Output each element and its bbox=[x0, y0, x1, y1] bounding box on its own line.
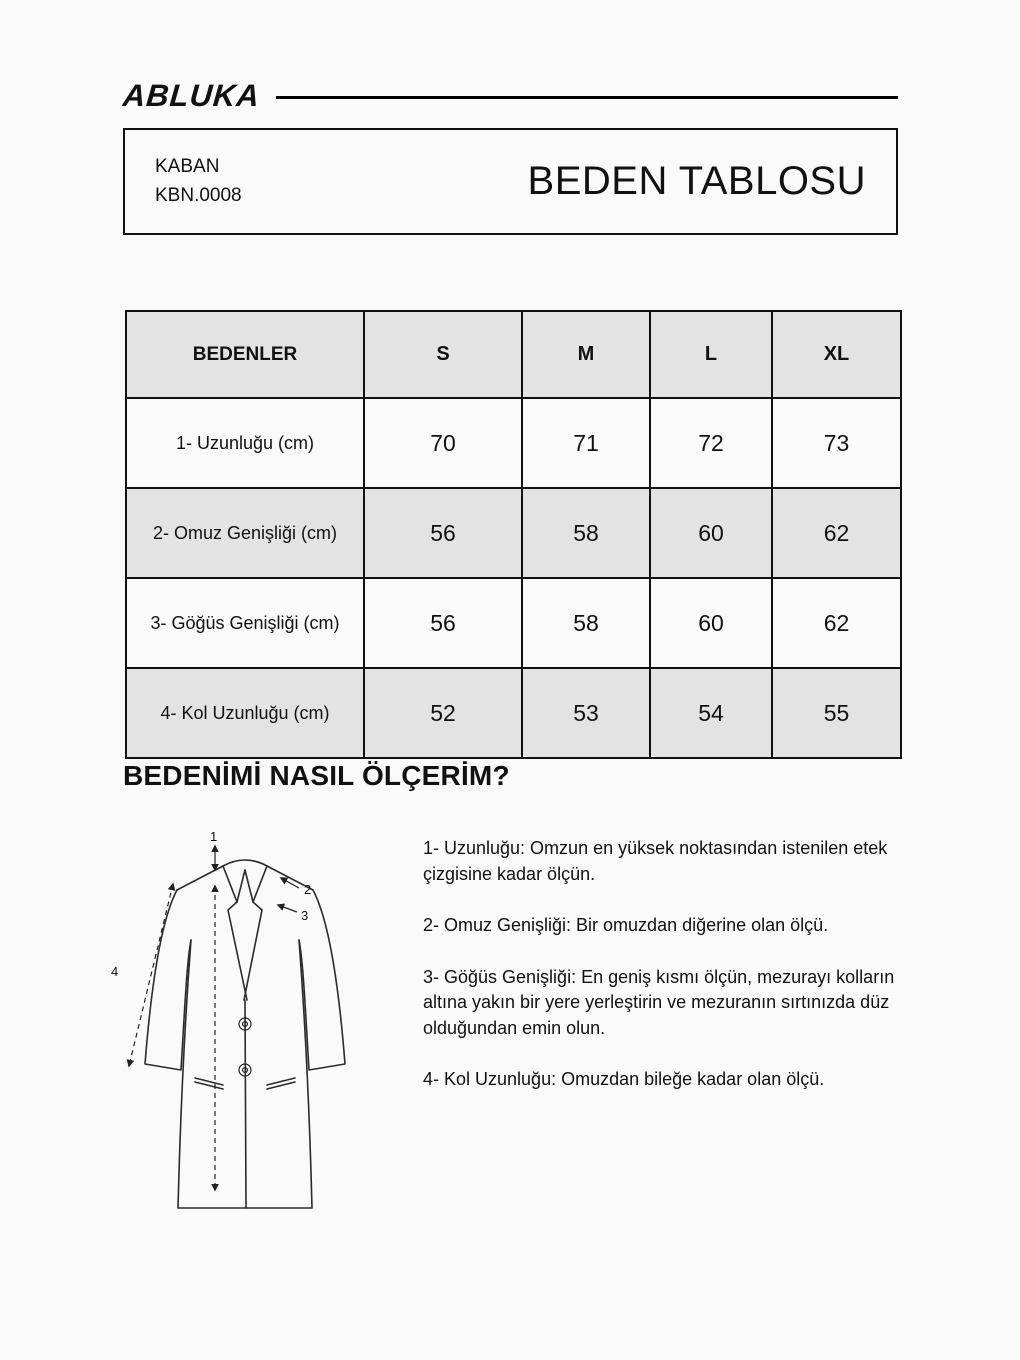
size-value: 54 bbox=[650, 668, 772, 758]
size-value: 62 bbox=[772, 578, 901, 668]
instruction-item: 3- Göğüs Genişliği: En geniş kısmı ölçün, mezurayı kolların altına yakın bir yere yerleştirin ve mezuranın sırtınızda düz olduğundan emin olun. bbox=[423, 966, 895, 1038]
size-value: 52 bbox=[364, 668, 522, 758]
product-code: KBN.0008 bbox=[155, 184, 242, 206]
column-header-bedenler: BEDENLER bbox=[126, 311, 364, 398]
column-header-l: L bbox=[650, 311, 772, 398]
row-label: 1- Uzunluğu (cm) bbox=[126, 398, 364, 488]
instruction-item: 1- Uzunluğu: Omzun en yüksek noktasından istenilen etek çizgisine kadar ölçün. bbox=[423, 838, 888, 884]
brand-logo: ABLUKA bbox=[121, 78, 262, 113]
product-info bbox=[155, 153, 242, 210]
size-value: 70 bbox=[364, 398, 522, 488]
column-header-m: M bbox=[522, 311, 650, 398]
size-value: 62 bbox=[772, 488, 901, 578]
table-row-length bbox=[126, 398, 901, 488]
size-table bbox=[125, 310, 902, 759]
chest-leader bbox=[278, 905, 297, 912]
size-value: 58 bbox=[522, 488, 650, 578]
size-value: 56 bbox=[364, 578, 522, 668]
column-header-xl: XL bbox=[772, 311, 901, 398]
section-heading: BEDENİMİ NASIL ÖLÇERİM? bbox=[123, 760, 510, 791]
table-row-shoulder bbox=[126, 488, 901, 578]
column-header-s: S bbox=[364, 311, 522, 398]
diagram-label-4: 4 bbox=[111, 964, 119, 979]
size-value: 71 bbox=[522, 398, 650, 488]
diagram-label-3: 3 bbox=[301, 908, 309, 923]
size-value: 72 bbox=[650, 398, 772, 488]
size-value: 60 bbox=[650, 578, 772, 668]
product-header-box bbox=[123, 128, 898, 235]
diagram-label-1: 1 bbox=[210, 829, 218, 844]
instruction-item: 4- Kol Uzunluğu: Omuzdan bileğe kadar olan ölçü. bbox=[423, 1069, 825, 1090]
table-row-sleeve bbox=[126, 668, 901, 758]
diagram-label-2: 2 bbox=[304, 882, 312, 897]
row-label: 3- Göğüs Genişliği (cm) bbox=[126, 578, 364, 668]
brand-header bbox=[123, 78, 898, 114]
product-name: KABAN bbox=[155, 156, 220, 177]
shoulder-leader bbox=[281, 878, 299, 888]
size-value: 58 bbox=[522, 578, 650, 668]
size-value: 53 bbox=[522, 668, 650, 758]
coat-outline bbox=[145, 860, 345, 1208]
size-value: 55 bbox=[772, 668, 901, 758]
size-value: 60 bbox=[650, 488, 772, 578]
row-label: 2- Omuz Genişliği (cm) bbox=[126, 488, 364, 578]
measurement-arrows bbox=[129, 846, 299, 1190]
table-row-chest bbox=[126, 578, 901, 668]
size-value: 73 bbox=[772, 398, 901, 488]
table-header-row bbox=[126, 311, 901, 398]
row-label: 4- Kol Uzunluğu (cm) bbox=[126, 668, 364, 758]
size-value: 56 bbox=[364, 488, 522, 578]
instruction-item: 2- Omuz Genişliği: Bir omuzdan diğerine olan ölçü. bbox=[423, 915, 829, 936]
coat-diagram bbox=[85, 828, 385, 1228]
sleeve-arrow bbox=[129, 884, 173, 1066]
logo-rule-divider bbox=[276, 96, 898, 99]
instructions-list bbox=[423, 836, 903, 1119]
page-title: BEDEN TABLOSU bbox=[527, 159, 866, 203]
